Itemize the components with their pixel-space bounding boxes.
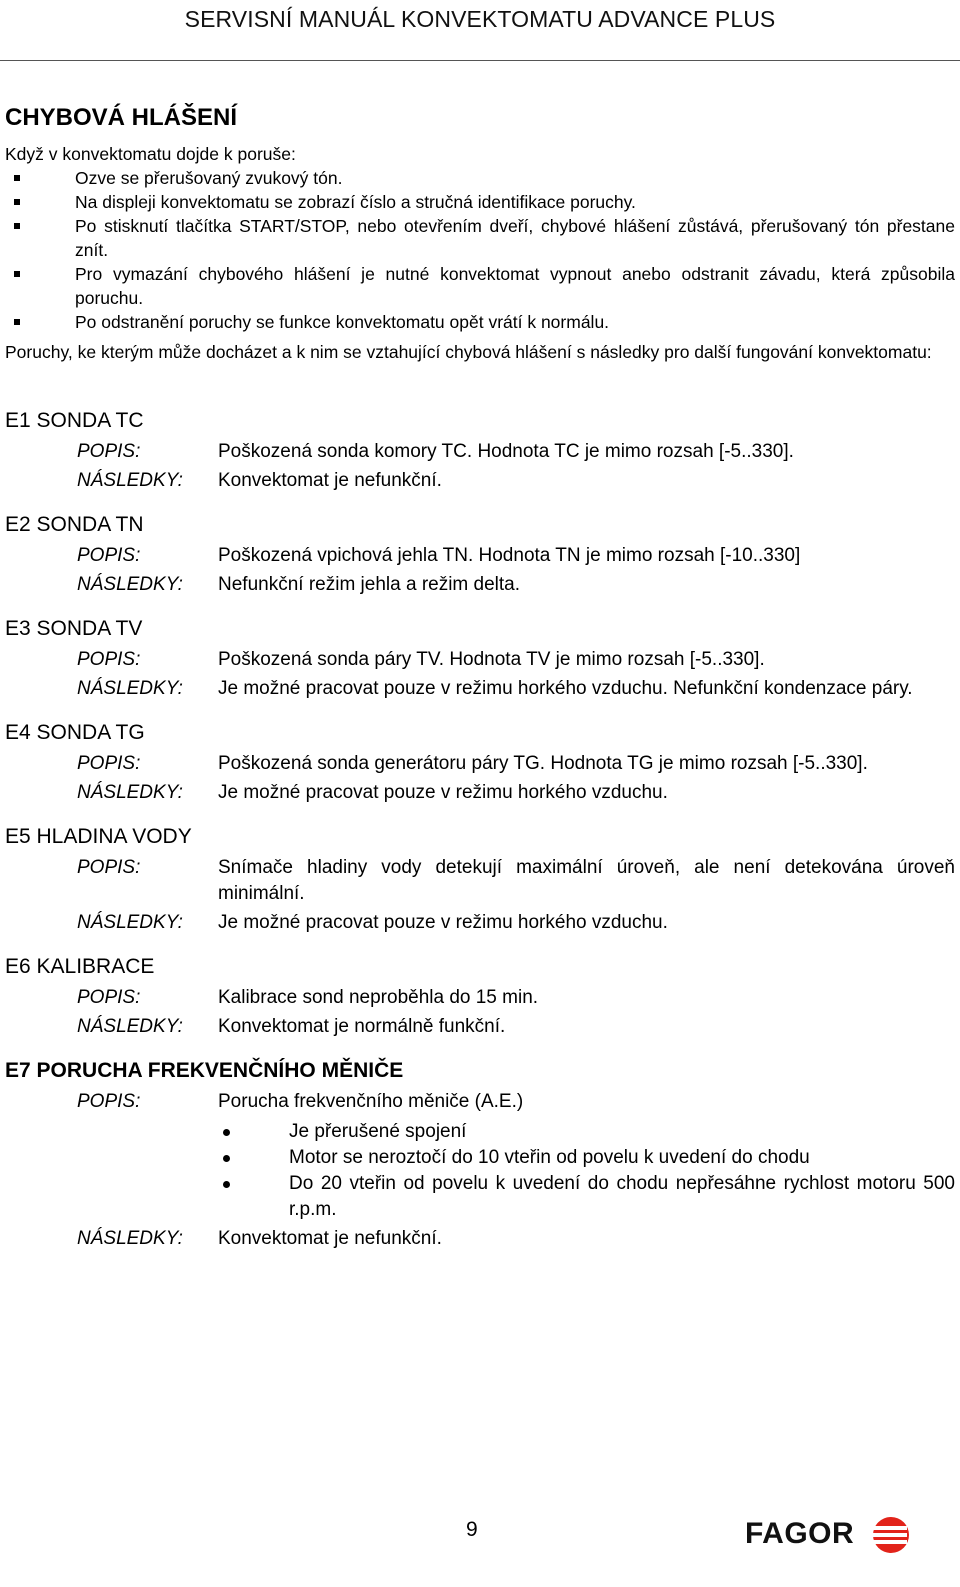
error-entry-e1: [5, 406, 955, 494]
round-bullet-icon: [223, 1181, 230, 1188]
round-bullet-icon: [223, 1155, 230, 1162]
error-title: E6 KALIBRACE: [5, 955, 155, 978]
nasledky-label: NÁSLEDKY:: [77, 782, 183, 803]
error-entry-e3: [5, 614, 955, 702]
intro-bullet-list: [5, 166, 955, 334]
round-bullet-icon: [223, 1129, 230, 1136]
header-divider: [0, 60, 960, 61]
error-title: E5 HLADINA VODY: [5, 825, 192, 848]
popis-label: POPIS:: [77, 987, 141, 1008]
page-content: [5, 102, 955, 1268]
nasledky-label: NÁSLEDKY:: [77, 1016, 183, 1037]
popis-label: POPIS:: [77, 753, 141, 774]
nasledky-value: Je možné pracovat pouze v režimu horkého vzduchu.: [218, 912, 668, 933]
list-item: Motor se neroztočí do 10 vteřin od povelu k uvedení do chodu: [218, 1145, 955, 1171]
nasledky-row: [5, 780, 955, 806]
popis-label: POPIS:: [77, 1091, 141, 1112]
fagor-logo: [745, 1515, 915, 1555]
list-item: Do 20 vteřin od povelu k uvedení do chodu nepřesáhne rychlost motoru 500 r.p.m.: [218, 1171, 955, 1223]
popis-value-block: [218, 1089, 955, 1223]
nasledky-row: [5, 676, 955, 702]
nasledky-value: Konvektomat je normálně funkční.: [218, 1016, 506, 1037]
list-item: Je přerušené spojení: [218, 1119, 955, 1145]
intro-text: Když v konvektomatu dojde k poruše:: [5, 144, 296, 164]
error-entry-e5: [5, 822, 955, 936]
error-entry-e2: [5, 510, 955, 598]
document-title: SERVISNÍ MANUÁL KONVEKTOMATU ADVANCE PLUS: [184, 6, 776, 32]
errors-intro-paragraph: Poruchy, ke kterým může docházet a k nim se vztahující chybová hlášení s následky pro další fungování konvektomatu:: [5, 342, 932, 362]
nasledky-label: NÁSLEDKY:: [77, 678, 183, 699]
square-bullet-icon: [14, 199, 20, 205]
nasledky-label: NÁSLEDKY:: [77, 912, 183, 933]
list-item: Na displeji konvektomatu se zobrazí číslo a stručná identifikace poruchy.: [75, 190, 955, 214]
nasledky-value: Je možné pracovat pouze v režimu horkého vzduchu.: [218, 782, 668, 803]
nasledky-row: [5, 1226, 955, 1252]
popis-row: [5, 985, 955, 1011]
nasledky-value: Konvektomat je nefunkční.: [218, 1228, 442, 1249]
popis-value: Poškozená sonda páry TV. Hodnota TV je mimo rozsah [-5..330].: [218, 649, 765, 670]
nasledky-label: NÁSLEDKY:: [77, 1228, 183, 1249]
error-title: E1 SONDA TC: [5, 409, 144, 432]
logo-text: FAGOR: [745, 1517, 855, 1550]
error-entry-e6: [5, 952, 955, 1040]
popis-row: [5, 1089, 955, 1223]
error-title: E4 SONDA TG: [5, 721, 145, 744]
nasledky-row: [5, 468, 955, 494]
emblem-stripe: [867, 1533, 907, 1537]
error-entry-e4: [5, 718, 955, 806]
fagor-emblem-icon: [863, 1515, 913, 1555]
popis-label: POPIS:: [77, 545, 141, 566]
popis-value: Kalibrace sond neproběhla do 15 min.: [218, 987, 539, 1008]
nasledky-row: [5, 572, 955, 598]
error-entry-e7: [5, 1056, 955, 1252]
popis-label: POPIS:: [77, 649, 141, 670]
list-item: Po odstranění poruchy se funkce konvektomatu opět vrátí k normálu.: [75, 310, 955, 334]
popis-label: POPIS:: [77, 441, 141, 462]
popis-row: [5, 543, 955, 569]
popis-row: [5, 439, 955, 465]
nasledky-row: [5, 1014, 955, 1040]
popis-row: [5, 855, 955, 907]
emblem-stripe: [867, 1526, 907, 1530]
error-title: E7 PORUCHA FREKVENČNÍHO MĚNIČE: [5, 1059, 404, 1082]
square-bullet-icon: [14, 175, 20, 181]
nasledky-row: [5, 910, 955, 936]
nasledky-value: Nefunkční režim jehla a režim delta.: [218, 574, 521, 595]
list-item: Pro vymazání chybového hlášení je nutné konvektomat vypnout anebo odstranit závadu, která způsobila poruchu.: [75, 262, 955, 310]
error-list: [5, 406, 955, 1252]
square-bullet-icon: [14, 319, 20, 325]
page-header: [0, 0, 960, 61]
list-item: Ozve se přerušovaný zvukový tón.: [75, 166, 955, 190]
square-bullet-icon: [14, 223, 20, 229]
nasledky-value: Je možné pracovat pouze v režimu horkého vzduchu. Nefunkční kondenzace páry.: [218, 678, 913, 699]
list-item: Po stisknutí tlačítka START/STOP, nebo otevřením dveří, chybové hlášení zůstává, přerušovaný tón přestane znít.: [75, 214, 955, 262]
popis-label: POPIS:: [77, 857, 141, 878]
nasledky-value: Konvektomat je nefunkční.: [218, 470, 442, 491]
error-title: E2 SONDA TN: [5, 513, 144, 536]
popis-row: [5, 751, 955, 777]
popis-bullet-list: [218, 1119, 955, 1223]
popis-value: Porucha frekvenčního měniče (A.E.): [218, 1091, 524, 1112]
square-bullet-icon: [14, 271, 20, 277]
emblem-stripe: [867, 1540, 907, 1544]
popis-value: Poškozená sonda generátoru páry TG. Hodnota TG je mimo rozsah [-5..330].: [218, 753, 868, 774]
section-title: CHYBOVÁ HLÁŠENÍ: [5, 104, 238, 131]
nasledky-label: NÁSLEDKY:: [77, 470, 183, 491]
popis-value: Poškozená sonda komory TC. Hodnota TC je mimo rozsah [-5..330].: [218, 441, 794, 462]
page-number: 9: [466, 1518, 478, 1541]
popis-row: [5, 647, 955, 673]
nasledky-label: NÁSLEDKY:: [77, 574, 183, 595]
popis-value: Poškozená vpichová jehla TN. Hodnota TN je mimo rozsah [-10..330]: [218, 545, 801, 566]
popis-value: Snímače hladiny vody detekují maximální úroveň, ale není detekována úroveň minimální.: [218, 857, 955, 904]
error-title: E3 SONDA TV: [5, 617, 143, 640]
